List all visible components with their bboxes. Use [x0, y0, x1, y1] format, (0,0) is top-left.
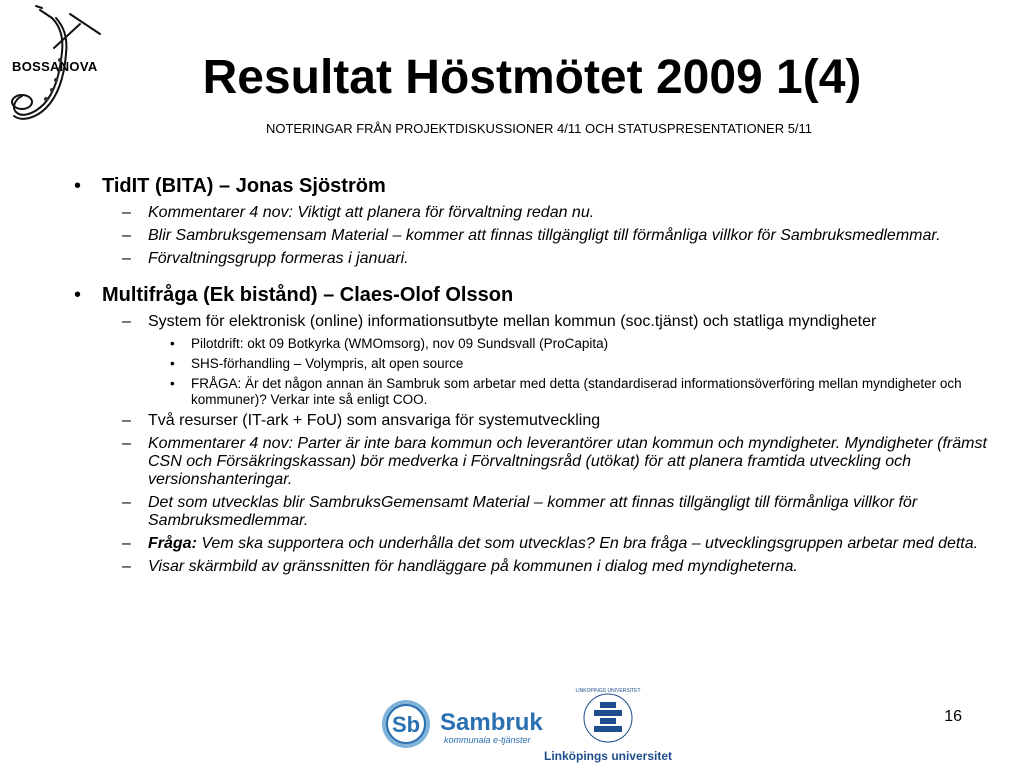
slide-title: Resultat Höstmötet 2009 1(4) [202, 51, 862, 104]
dash-marker: – [122, 204, 131, 221]
bullet-marker: • [74, 284, 82, 306]
liu-logo-icon [584, 694, 632, 742]
list-item [122, 204, 1014, 222]
sub-list-item-text: Pilotdrift: okt 09 Botkyrka (WMOmsorg), nov 09 Sundsvall (ProCapita) [191, 336, 609, 351]
liu-ring-text: LINKÖPINGS UNIVERSITET [575, 688, 641, 694]
list-item-text: Kommentarer 4 nov: Viktigt att planera för förvaltning redan nu. [148, 204, 595, 221]
list-item-text: Vem ska supportera och underhålla det som utvecklas? En bra fråga – utvecklingsgruppen arbetar med detta. [196, 535, 979, 552]
list-item-text: System för elektronisk (online) informationsutbyte mellan kommun (soc.tjänst) och statliga myndigheter [148, 313, 877, 330]
list-item-text: Två resurser (IT-ark + FoU) som ansvariga för systemutveckling [148, 412, 601, 429]
page-number: 16 [944, 708, 962, 725]
dash-marker: – [122, 558, 131, 575]
dash-marker: – [122, 412, 131, 429]
dash-marker: – [122, 250, 131, 267]
dash-marker: – [122, 535, 131, 552]
slide-content [74, 174, 1014, 581]
bullet-marker: • [74, 175, 82, 197]
list-item-text: Visar skärmbild av gränssnitten för handläggare på kommunen i dialog med myndigheterna. [148, 558, 798, 575]
dash-marker: – [122, 313, 131, 330]
list-item [122, 227, 1014, 245]
sub-list-item [168, 356, 1014, 372]
list-item-text: Kommentarer 4 nov: Parter är inte bara kommun och leverantörer utan kommun och myndigheter. Myndigheter (främst CSN och Försäkringskassan) bör medverka i Förvaltningsråd (utökat) för att planera framtida utveckling och versionshanteringar. [148, 435, 987, 488]
slide-subtitle: NOTERINGAR FRÅN PROJEKTDISKUSSIONER 4/11 OCH STATUSPRESENTATIONER 5/11 [265, 121, 813, 136]
bullet-marker: • [170, 356, 175, 371]
list-item [122, 558, 1014, 576]
section-heading-text: Multifråga (Ek bistånd) – Claes-Olof Olsson [102, 284, 514, 306]
dash-marker: – [122, 494, 131, 511]
sub-list-item-text: FRÅGA: Är det någon annan än Sambruk som arbetar med detta (standardiserad informationsöverföring mellan myndigheter och kommuner)? Verkar inte så enligt COO. [191, 376, 962, 407]
dash-marker: – [122, 227, 131, 244]
sub-list-item [168, 376, 1014, 408]
list-item-text: Förvaltningsgrupp formeras i januari. [148, 250, 409, 267]
dash-marker: – [122, 435, 131, 452]
list-item [122, 435, 1014, 489]
list-item [122, 412, 1014, 430]
list-item-text: Det som utvecklas blir SambruksGemensamt Material – kommer att finnas tillgängligt till förmånliga villkor för Sambruksmedlemmar. [148, 494, 918, 529]
sub-list-item [168, 336, 1014, 352]
bullet-marker: • [170, 376, 175, 391]
sambruk-tagline: kommunala e-tjänster [444, 735, 531, 745]
partner-logos [378, 688, 678, 768]
list-item [122, 494, 1014, 530]
question-label: Fråga: [148, 535, 197, 552]
sambruk-name: Sambruk [440, 709, 543, 736]
section-heading-multifraga [74, 283, 1014, 307]
list-item [122, 313, 1014, 331]
sub-list-item-text: SHS-förhandling – Volympris, alt open source [191, 356, 464, 371]
liu-name: Linköpings universitet [543, 749, 673, 763]
list-item [122, 535, 1014, 553]
list-item [122, 250, 1014, 268]
bossanova-logo-text: BOSSANOVA [12, 59, 98, 74]
sambruk-logo-icon [382, 700, 430, 748]
section-heading-text: TidIT (BITA) – Jonas Sjöström [102, 175, 386, 197]
footer-logos [378, 688, 678, 768]
section-heading-tidit [74, 174, 1014, 198]
bullet-marker: • [170, 336, 175, 351]
list-item-text: Blir Sambruksgemensam Material – kommer att finnas tillgängligt till förmånliga villkor för Sambruksmedlemmar. [148, 227, 941, 244]
sambruk-badge-text: Sb [391, 712, 421, 737]
